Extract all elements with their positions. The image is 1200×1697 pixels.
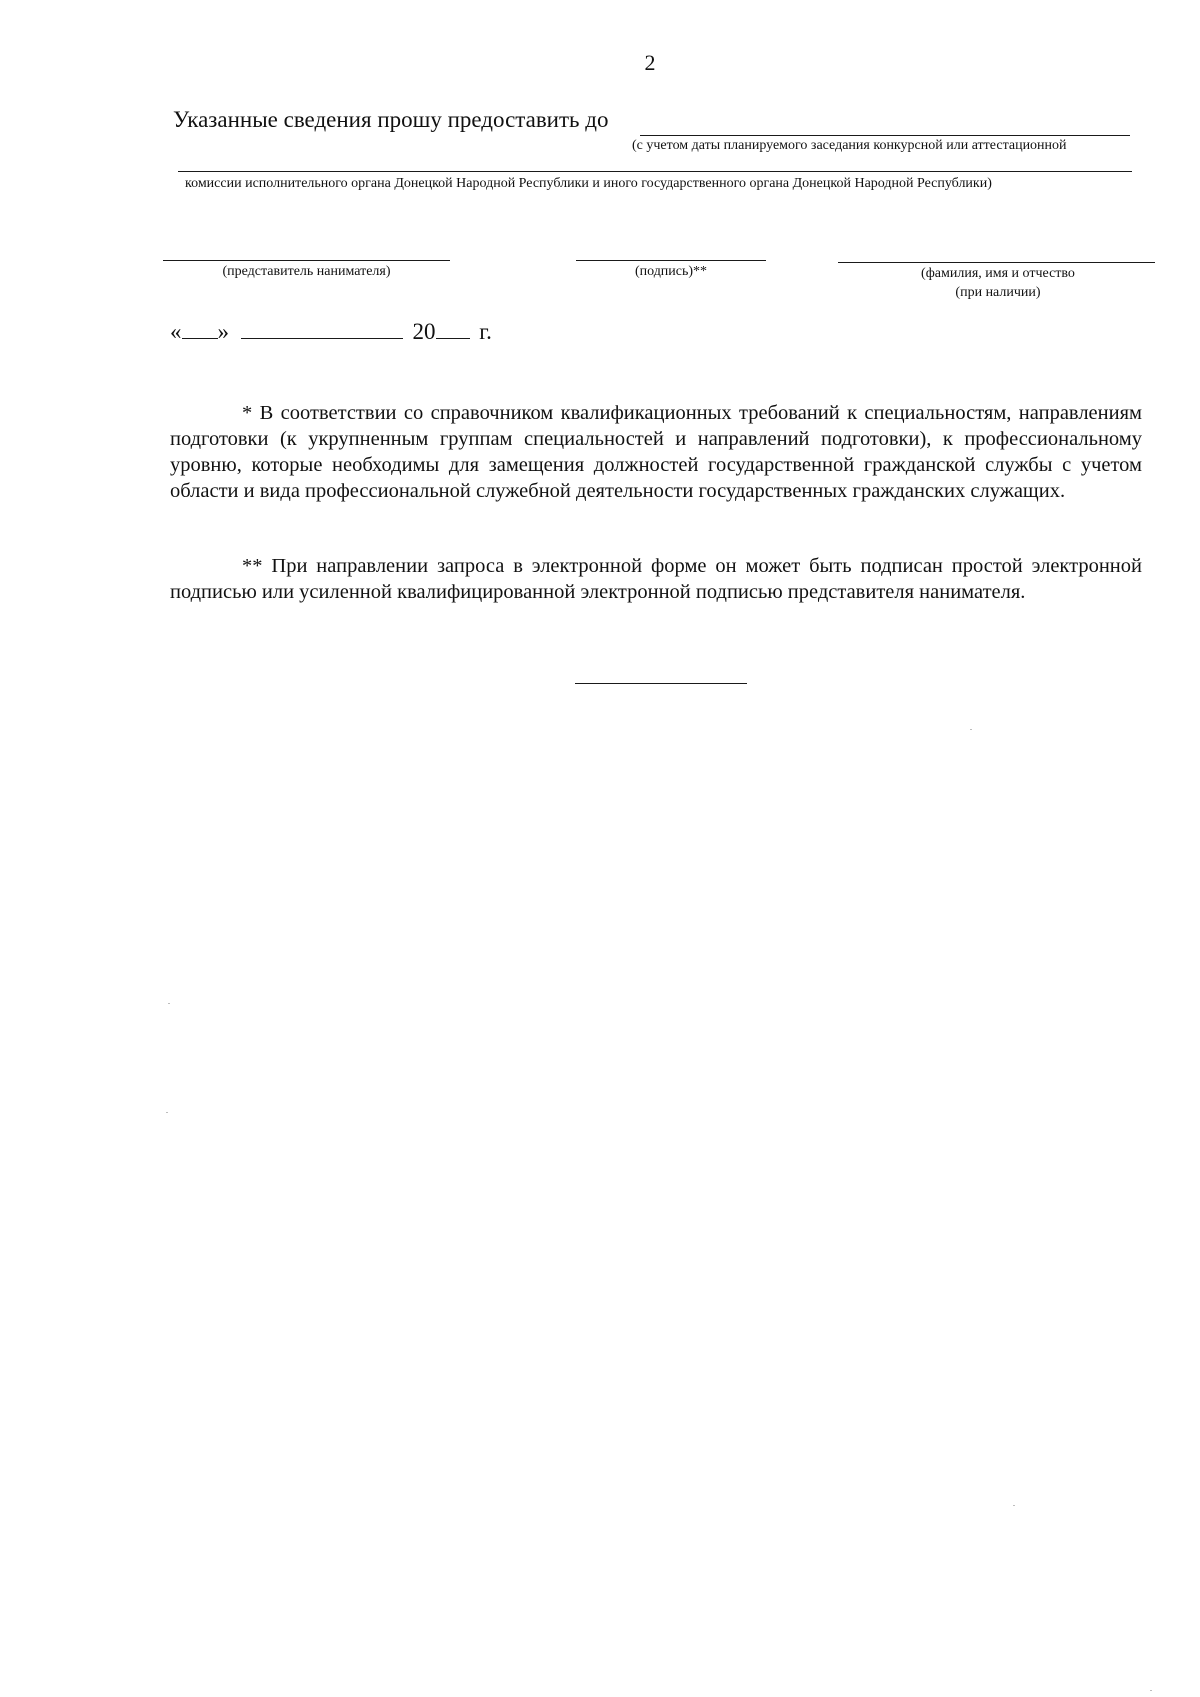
footnote-electronic-signature: ** При направлении запроса в электронной форме он может быть подписан простой электронной подписью или усиленной квалифицированной электронной подписью представителя нанимателя. — [170, 555, 1142, 603]
year-prefix: 20 — [412, 319, 436, 344]
footnote-qualification: * В соответствии со справочником квалификационных требований к специальностям, направлениям подготовки (к укрупненным группам специальностей и направлений подготовки), к профессиональному уровню, которые необходимы для замещения должностей государственной гражданской службы с учетом области и вида профессиональной служебной деятельности государственных гражданских служащих. — [170, 402, 1142, 502]
scan-speck — [1013, 1505, 1015, 1506]
scan-speck — [168, 1003, 170, 1004]
deadline-caption-line2: комиссии исполнительного органа Донецкой Народной Республики и иного государственного органа Донецкой Народной Республики) — [185, 176, 992, 191]
day-blank — [182, 337, 218, 339]
request-deadline-label: Указанные сведения прошу предоставить до — [173, 107, 609, 132]
year-blank — [436, 337, 470, 339]
date-open-quote: « — [170, 319, 182, 344]
page-number: 2 — [644, 50, 656, 75]
deadline-caption-line1: (с учетом даты планируемого заседания конкурсной или аттестационной — [632, 138, 1067, 153]
fullname-caption-line1: (фамилия, имя и отчество — [921, 266, 1075, 281]
deadline-continuation-line — [178, 171, 1132, 172]
closing-separator — [575, 683, 747, 684]
scan-speck — [1150, 1690, 1152, 1691]
fullname-line — [838, 262, 1155, 263]
scan-speck — [166, 1112, 168, 1113]
fullname-caption-line2: (при наличии) — [955, 285, 1041, 300]
scan-speck — [970, 729, 972, 730]
signature-line — [576, 260, 766, 261]
representative-line — [163, 260, 450, 261]
year-suffix: г. — [479, 319, 492, 344]
representative-caption: (представитель нанимателя) — [222, 264, 391, 279]
signature-caption: (подпись)** — [634, 264, 708, 279]
month-blank — [241, 337, 403, 339]
date-close-quote: » — [217, 319, 229, 344]
deadline-blank-line — [640, 135, 1130, 136]
date-row — [170, 319, 492, 345]
